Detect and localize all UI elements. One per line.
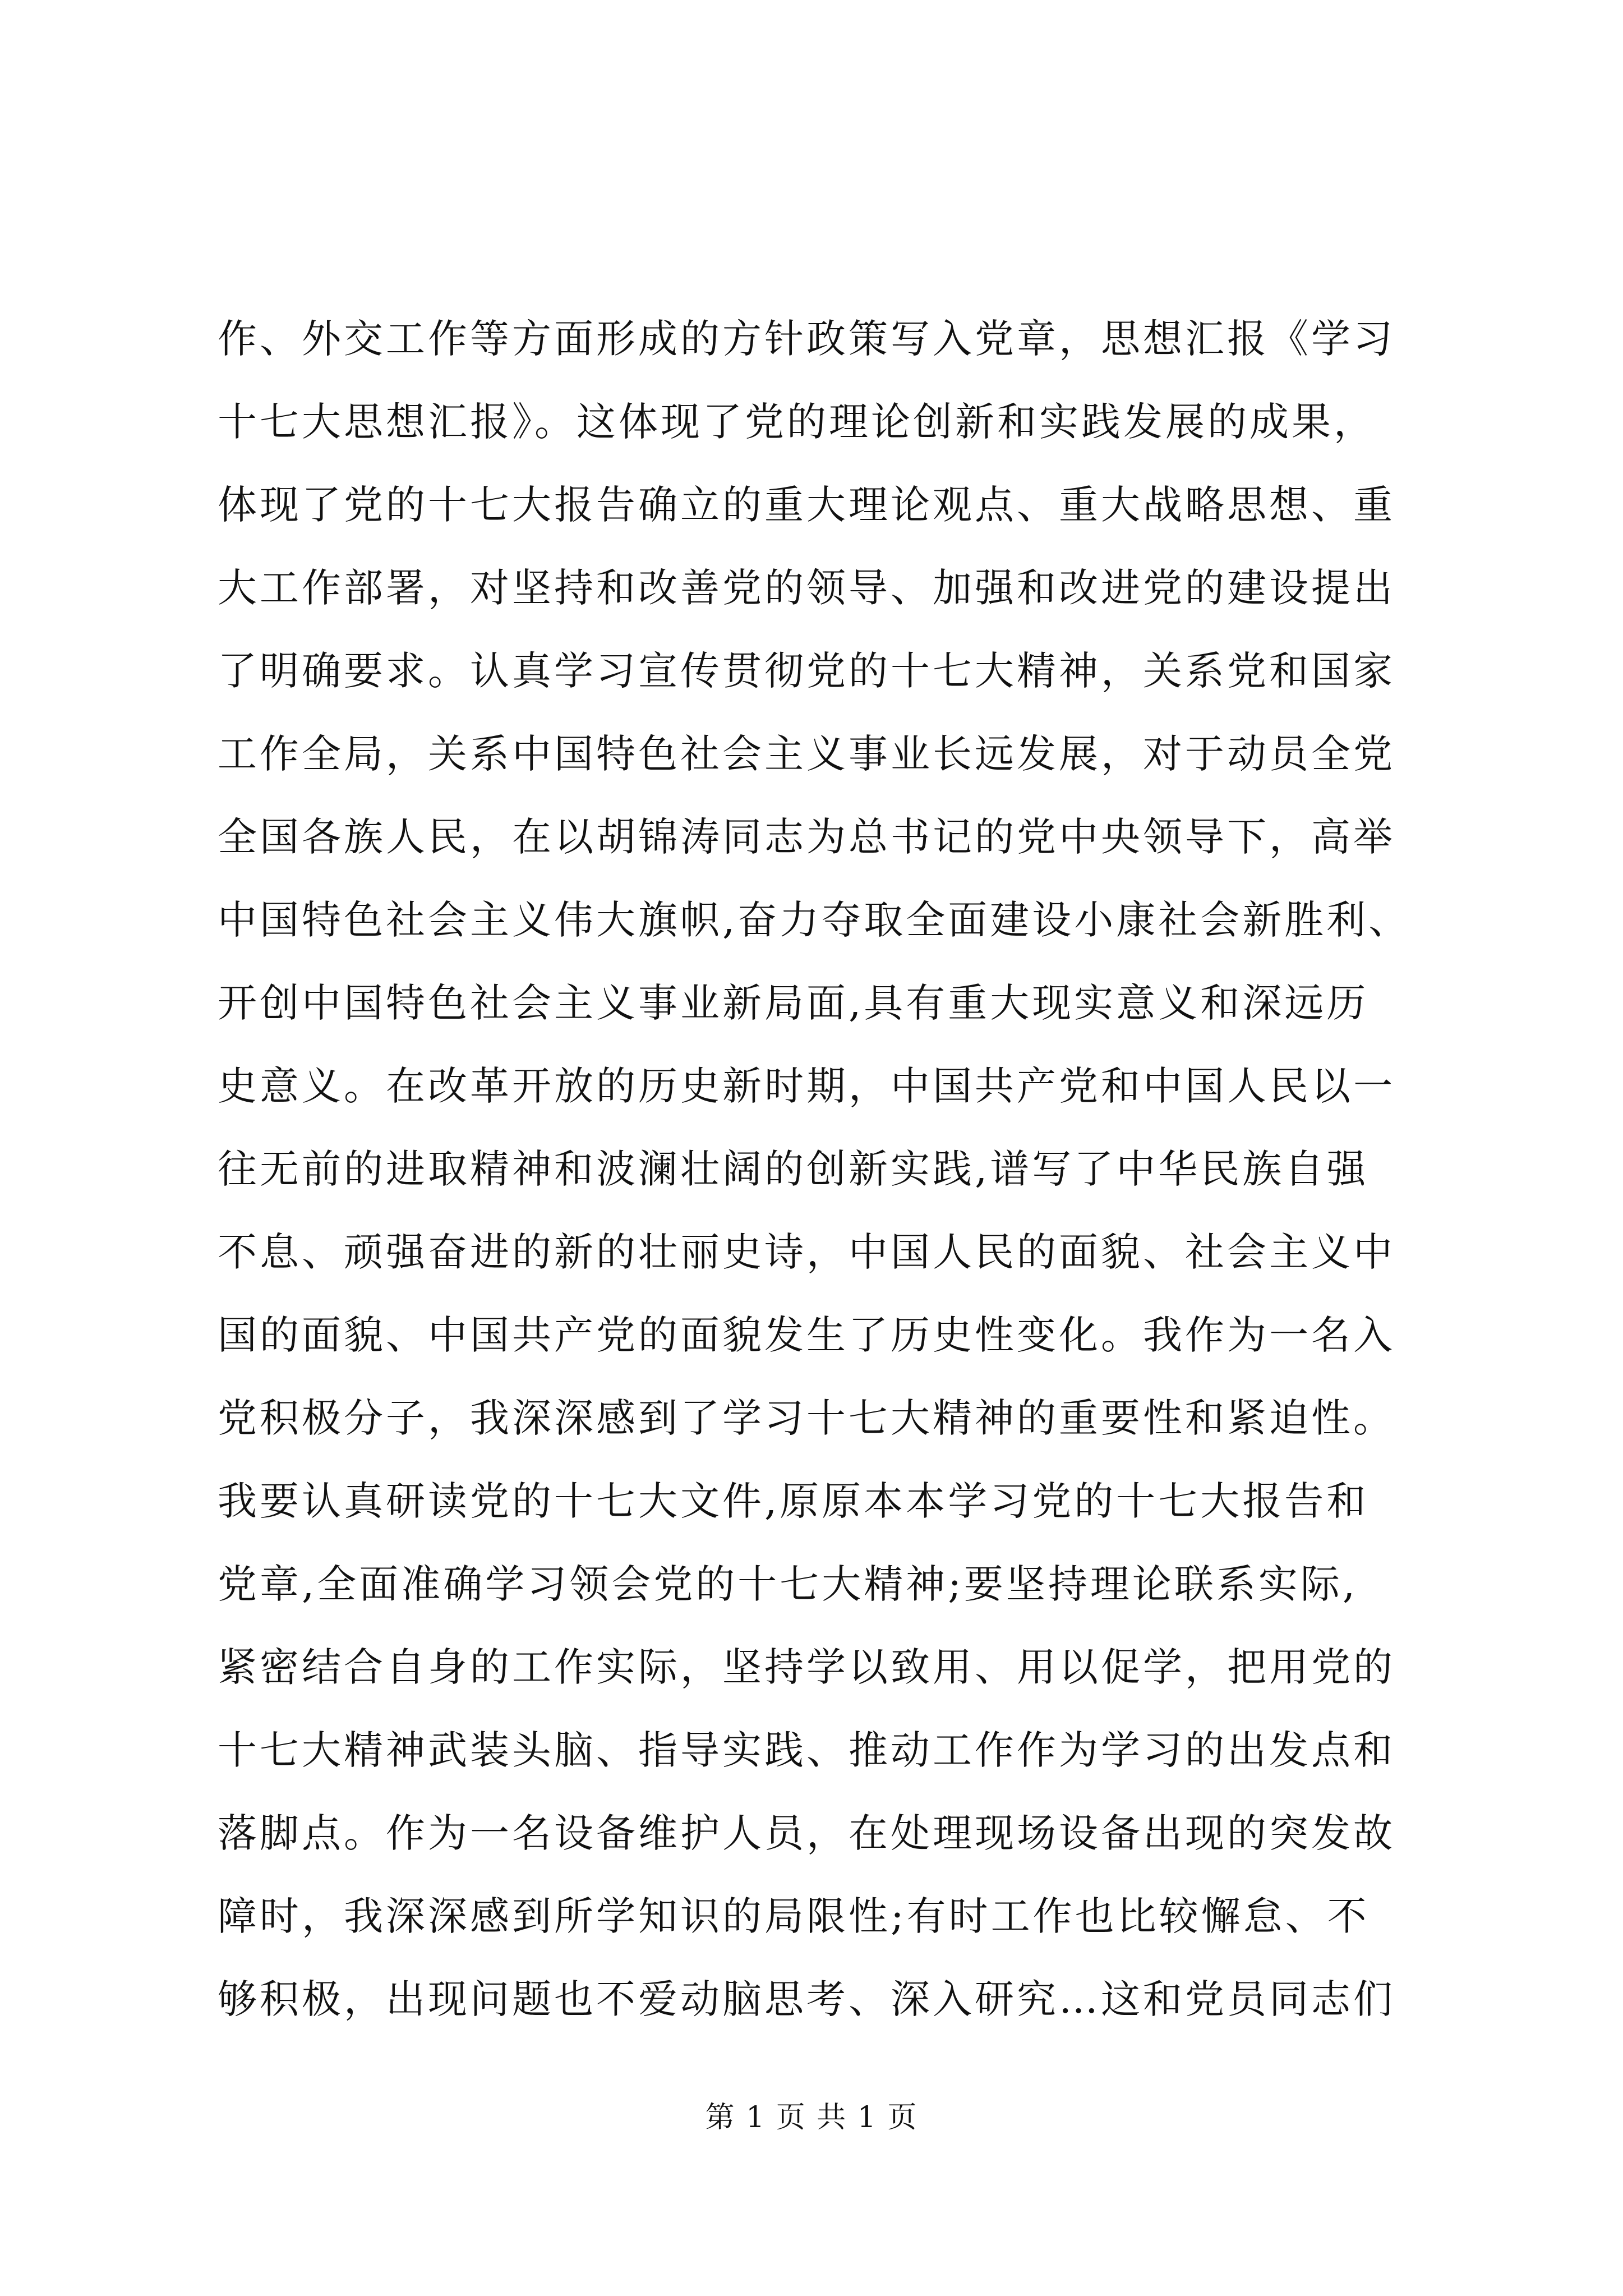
text-line: 开创中国特色社会主义事业新局面,具有重大现实意义和深远历 xyxy=(218,980,1369,1026)
text-line: 紧密结合自身的工作实际，坚持学以致用、用以促学，把用党的 xyxy=(218,1644,1395,1690)
body-text xyxy=(218,297,1412,2041)
text-line: 全国各族人民，在以胡锦涛同志为总书记的党中央领导下，高举 xyxy=(218,814,1395,860)
text-line: 中国特色社会主义伟大旗帜,奋力夺取全面建设小康社会新胜利、 xyxy=(218,897,1411,943)
text-line: 落脚点。作为一名设备维护人员，在处理现场设备出现的突发故 xyxy=(218,1810,1395,1856)
text-line: 体现了党的十七大报告确立的重大理论观点、重大战略思想、重 xyxy=(218,482,1395,528)
text-line: 我要认真研读党的十七大文件,原原本本学习党的十七大报告和 xyxy=(218,1478,1369,1524)
text-line: 够积极，出现问题也不爱动脑思考、深入研究…这和党员同志们 xyxy=(218,1976,1395,2022)
text-line: 障时，我深深感到所学知识的局限性;有时工作也比较懈怠、不 xyxy=(218,1893,1370,1939)
text-line: 十七大思想汇报》。这体现了党的理论创新和实践发展的成果， xyxy=(218,399,1376,445)
text-line: 不息、顽强奋进的新的壮丽史诗，中国人民的面貌、社会主义中 xyxy=(218,1229,1395,1275)
text-line: 党章,全面准确学习领会党的十七大精神;要坚持理论联系实际, xyxy=(218,1561,1358,1607)
text-line: 史意义。在改革开放的历史新时期，中国共产党和中国人民以一 xyxy=(218,1063,1395,1109)
text-line: 作、外交工作等方面形成的方针政策写入党章，思想汇报《学习 xyxy=(218,316,1395,362)
text-line: 工作全局，关系中国特色社会主义事业长远发展，对于动员全党 xyxy=(218,731,1395,777)
text-line: 党积极分子，我深深感到了学习十七大精神的重要性和紧迫性。 xyxy=(218,1395,1395,1441)
page-footer xyxy=(0,2095,1623,2140)
text-line: 国的面貌、中国共产党的面貌发生了历史性变化。我作为一名入 xyxy=(218,1312,1395,1358)
text-line: 十七大精神武装头脑、指导实践、推动工作作为学习的出发点和 xyxy=(218,1727,1395,1773)
text-line: 了明确要求。认真学习宣传贯彻党的十七大精神，关系党和国家 xyxy=(218,648,1395,694)
page-number-label: 第 1 页 共 1 页 xyxy=(705,2101,918,2134)
text-line: 往无前的进取精神和波澜壮阔的创新实践,谱写了中华民族自强 xyxy=(218,1146,1369,1192)
text-line: 大工作部署，对坚持和改善党的领导、加强和改进党的建设提出 xyxy=(218,565,1395,611)
